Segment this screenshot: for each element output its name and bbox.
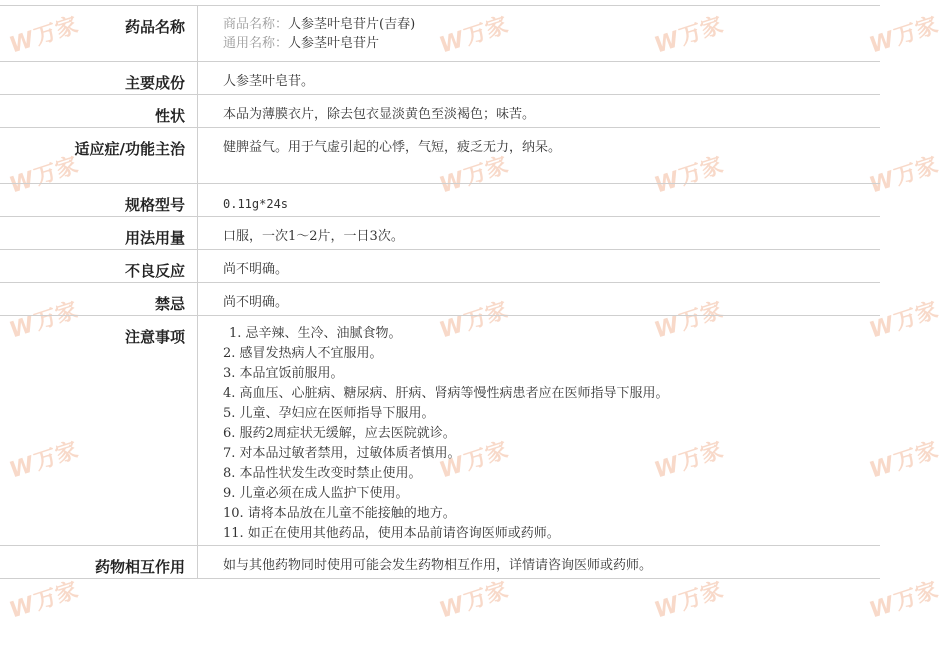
precaution-item: 3. 本品宜饭前服用。 xyxy=(223,366,344,381)
watermark-text: 万家 xyxy=(891,153,941,191)
watermark-text: 万家 xyxy=(676,578,727,616)
value-interactions: 如与其他药物同时使用可能会发生药物相互作用，详情请咨询医师或药师。 xyxy=(198,546,881,579)
row-precautions xyxy=(0,316,880,546)
label-specification: 规格型号 xyxy=(0,184,198,217)
precaution-item: 6. 服药2周症状无缓解，应去医院就诊。 xyxy=(223,426,456,441)
watermark-text: 万家 xyxy=(31,298,82,336)
row-ingredients xyxy=(0,62,880,95)
row-specification xyxy=(0,184,880,217)
generic-name-value: 人参茎叶皂苷片 xyxy=(288,36,380,51)
label-drug-name: 药品名称 xyxy=(0,6,198,62)
watermark-text: 万家 xyxy=(31,438,82,476)
precaution-item: 5. 儿童、孕妇应在医师指导下服用。 xyxy=(223,406,435,421)
row-dosage xyxy=(0,217,880,250)
value-precautions xyxy=(198,316,881,546)
watermark-text: 万家 xyxy=(891,578,941,616)
watermark-w-icon: W xyxy=(436,167,468,199)
value-drug-name xyxy=(198,6,881,62)
precaution-item: 10. 请将本品放在儿童不能接触的地方。 xyxy=(223,506,456,521)
value-properties: 本品为薄膜衣片，除去包衣显淡黄色至淡褐色；味苦。 xyxy=(198,95,881,128)
watermark-text: 万家 xyxy=(891,298,941,336)
watermark-w-icon: W xyxy=(651,592,683,624)
watermark-text: 万家 xyxy=(461,153,512,191)
row-adverse xyxy=(0,250,880,283)
precaution-item: 8. 本品性状发生改变时禁止使用。 xyxy=(223,466,422,481)
label-precautions: 注意事项 xyxy=(0,316,198,546)
watermark-w-icon: W xyxy=(651,452,683,484)
watermark-text: 万家 xyxy=(676,13,727,51)
precaution-item: 9. 儿童必须在成人监护下使用。 xyxy=(223,486,409,501)
precaution-item: 11. 如正在使用其他药品，使用本品前请咨询医师或药师。 xyxy=(223,526,560,541)
watermark-w-icon: W xyxy=(866,592,898,624)
row-interactions xyxy=(0,546,880,579)
watermark-w-icon: W xyxy=(6,452,38,484)
trade-name-value: 人参茎叶皂苷片(吉春) xyxy=(288,17,416,32)
watermark-w-icon: W xyxy=(651,167,683,199)
row-properties xyxy=(0,95,880,128)
row-indications xyxy=(0,128,880,184)
watermark-logo xyxy=(865,573,941,624)
watermark-text: 万家 xyxy=(461,438,512,476)
watermark-logo xyxy=(650,573,726,624)
watermark-text: 万家 xyxy=(676,153,727,191)
label-interactions: 药物相互作用 xyxy=(0,546,198,579)
watermark-w-icon: W xyxy=(6,167,38,199)
watermark-w-icon: W xyxy=(866,167,898,199)
watermark-w-icon: W xyxy=(436,452,468,484)
watermark-w-icon: W xyxy=(436,27,468,59)
watermark-w-icon: W xyxy=(6,312,38,344)
watermark-text: 万家 xyxy=(31,153,82,191)
watermark-text: 万家 xyxy=(676,438,727,476)
value-indications: 健脾益气。用于气虚引起的心悸，气短，疲乏无力，纳呆。 xyxy=(198,128,881,184)
label-ingredients: 主要成份 xyxy=(0,62,198,95)
watermark-logo xyxy=(5,573,81,624)
watermark-text: 万家 xyxy=(461,578,512,616)
row-contraindications xyxy=(0,283,880,316)
precaution-item: 1. 忌辛辣、生冷、油腻食物。 xyxy=(229,326,402,341)
generic-name-line xyxy=(223,34,880,53)
watermark-text: 万家 xyxy=(676,298,727,336)
watermark-w-icon: W xyxy=(436,312,468,344)
value-ingredients: 人参茎叶皂苷。 xyxy=(198,62,881,95)
value-dosage: 口服，一次1～2片，一日3次。 xyxy=(198,217,881,250)
value-adverse: 尚不明确。 xyxy=(198,250,881,283)
watermark-w-icon: W xyxy=(866,27,898,59)
precaution-item: 7. 对本品过敏者禁用，过敏体质者慎用。 xyxy=(223,446,461,461)
label-dosage: 用法用量 xyxy=(0,217,198,250)
watermark-text: 万家 xyxy=(31,578,82,616)
trade-name-line xyxy=(223,15,880,34)
watermark-text: 万家 xyxy=(461,298,512,336)
watermark-w-icon: W xyxy=(436,592,468,624)
watermark-w-icon: W xyxy=(866,452,898,484)
value-contraindications: 尚不明确。 xyxy=(198,283,881,316)
value-specification: 0.11g*24s xyxy=(198,184,881,217)
watermark-logo xyxy=(435,573,511,624)
watermark-w-icon: W xyxy=(651,312,683,344)
label-indications: 适应症/功能主治 xyxy=(0,128,198,184)
watermark-text: 万家 xyxy=(891,13,941,51)
row-drug-name xyxy=(0,6,880,62)
drug-spec-table xyxy=(0,5,880,579)
precaution-item: 4. 高血压、心脏病、糖尿病、肝病、肾病等慢性病患者应在医师指导下服用。 xyxy=(223,386,669,401)
trade-name-prefix: 商品名称： xyxy=(223,17,289,32)
watermark-text: 万家 xyxy=(891,438,941,476)
watermark-w-icon: W xyxy=(866,312,898,344)
label-contraindications: 禁忌 xyxy=(0,283,198,316)
watermark-w-icon: W xyxy=(651,27,683,59)
watermark-w-icon: W xyxy=(6,27,38,59)
label-adverse: 不良反应 xyxy=(0,250,198,283)
precaution-item: 2. 感冒发热病人不宜服用。 xyxy=(223,346,383,361)
label-properties: 性状 xyxy=(0,95,198,128)
watermark-text: 万家 xyxy=(461,13,512,51)
watermark-w-icon: W xyxy=(6,592,38,624)
generic-name-prefix: 通用名称： xyxy=(223,36,289,51)
watermark-text: 万家 xyxy=(31,13,82,51)
